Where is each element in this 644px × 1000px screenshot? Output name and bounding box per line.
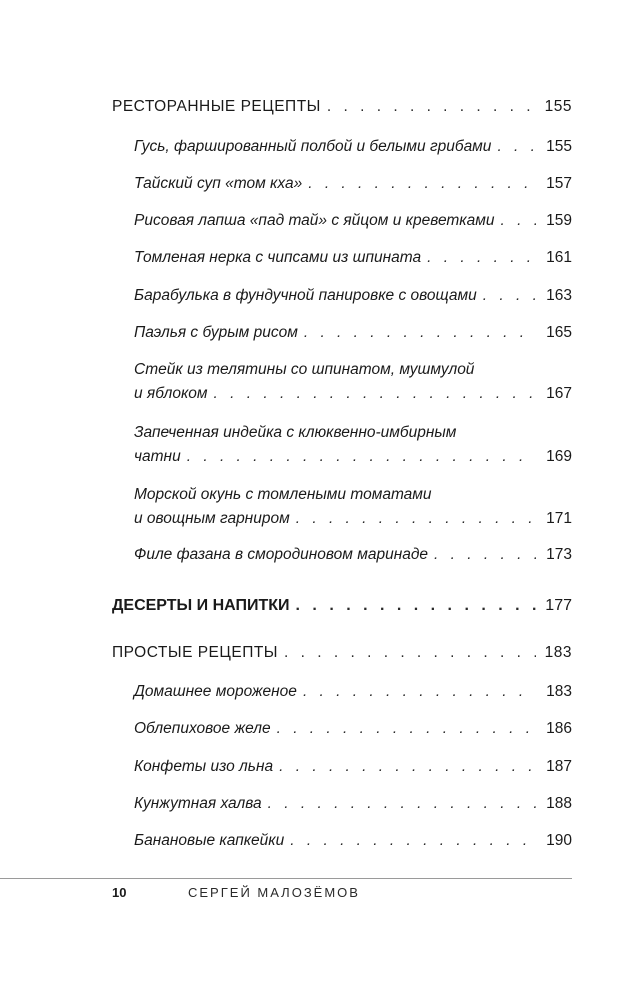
toc-item-title: Томленая нерка с чипсами из шпината (134, 249, 422, 266)
dot-leader (290, 829, 536, 853)
toc-section-title: РЕСТОРАННЫЕ РЕЦЕПТЫ (112, 98, 321, 115)
toc-item (134, 358, 572, 406)
toc-item-title: Паэлья с бурым рисом (134, 324, 298, 341)
footer-author: СЕРГЕЙ МАЛОЗЁМОВ (188, 885, 360, 900)
footer-rule (0, 878, 572, 879)
toc-page-number: 163 (546, 287, 572, 304)
toc-page-number: 155 (544, 98, 572, 115)
toc-item (134, 421, 572, 469)
dot-leader (434, 543, 536, 567)
dot-leader (303, 680, 536, 704)
toc-page-number: 155 (546, 138, 572, 155)
toc-page-number: 157 (546, 175, 572, 192)
toc-page-number: 167 (546, 385, 572, 402)
toc-item-title-line2: и овощным гарниром (134, 510, 290, 527)
toc-item-title: Филе фазана в смородиновом маринаде (134, 546, 429, 563)
dot-leader (327, 95, 536, 119)
toc-item (134, 284, 572, 308)
dot-leader (427, 246, 536, 270)
toc-item-title: Банановые капкейки (134, 832, 285, 849)
dot-leader (284, 641, 536, 665)
toc-item (134, 135, 572, 159)
toc-item-title-line1: Стейк из телятины со шпинатом, мушмулой (134, 361, 475, 378)
dot-leader (268, 792, 536, 816)
toc-item (134, 321, 572, 345)
toc-item (134, 829, 572, 853)
toc-item (134, 483, 572, 531)
toc-page-number: 190 (546, 832, 572, 849)
dot-leader (214, 382, 536, 406)
toc-item-title: Рисовая лапша «пад тай» с яйцом и креветками (134, 212, 495, 229)
toc-item (134, 680, 572, 704)
toc-page-number: 161 (546, 249, 572, 266)
toc-page-number: 183 (544, 644, 572, 661)
toc-part-desserts (112, 594, 572, 618)
toc-page-number: 186 (546, 720, 572, 737)
toc-page-number: 171 (546, 510, 572, 527)
dot-leader (501, 209, 537, 233)
toc-item-title-line1: Запеченная индейка с клюквенно-имбирным (134, 424, 457, 441)
toc-item-title: Гусь, фаршированный полбой и белыми грибами (134, 138, 492, 155)
toc-item-title-line2: и яблоком (134, 385, 208, 402)
dot-leader (497, 135, 536, 159)
toc-item (134, 755, 572, 779)
dot-leader (296, 507, 536, 531)
toc-item-title: Тайский суп «том кха» (134, 175, 303, 192)
toc-page-number: 183 (546, 683, 572, 700)
toc-item-title: Домашнее мороженое (134, 683, 297, 700)
toc-item-title: Кунжутная халва (134, 795, 262, 812)
toc-item (134, 543, 572, 567)
toc-page-number: 187 (546, 758, 572, 775)
toc-page-number: 188 (546, 795, 572, 812)
toc-item-title-line2: чатни (134, 448, 181, 465)
dot-leader (304, 321, 536, 345)
toc-page-number: 165 (546, 324, 572, 341)
dot-leader (277, 717, 536, 741)
dot-leader (296, 594, 536, 618)
dot-leader (308, 172, 536, 196)
toc-item (134, 172, 572, 196)
toc-item-title: Облепиховое желе (134, 720, 271, 737)
toc-page-number: 173 (546, 546, 572, 563)
toc-item (134, 246, 572, 270)
dot-leader (187, 445, 536, 469)
toc-item-title-line1: Морской окунь с томлеными томатами (134, 486, 432, 503)
toc-item (134, 717, 572, 741)
toc-page-number: 169 (546, 448, 572, 465)
toc-page-number: 159 (546, 212, 572, 229)
toc-item (134, 209, 572, 233)
toc-item-title: Конфеты изо льна (134, 758, 274, 775)
toc-part-title: ДЕСЕРТЫ И НАПИТКИ (112, 597, 290, 614)
dot-leader (483, 284, 536, 308)
footer-page-number: 10 (112, 885, 127, 900)
toc-section-restaurant (112, 95, 572, 119)
dot-leader (279, 755, 536, 779)
toc-section-simple (112, 641, 572, 665)
toc-item (134, 792, 572, 816)
toc-item-title: Барабулька в фундучной панировке с овощами (134, 287, 477, 304)
toc-section-title: ПРОСТЫЕ РЕЦЕПТЫ (112, 644, 279, 661)
toc-page-number: 177 (545, 597, 572, 614)
